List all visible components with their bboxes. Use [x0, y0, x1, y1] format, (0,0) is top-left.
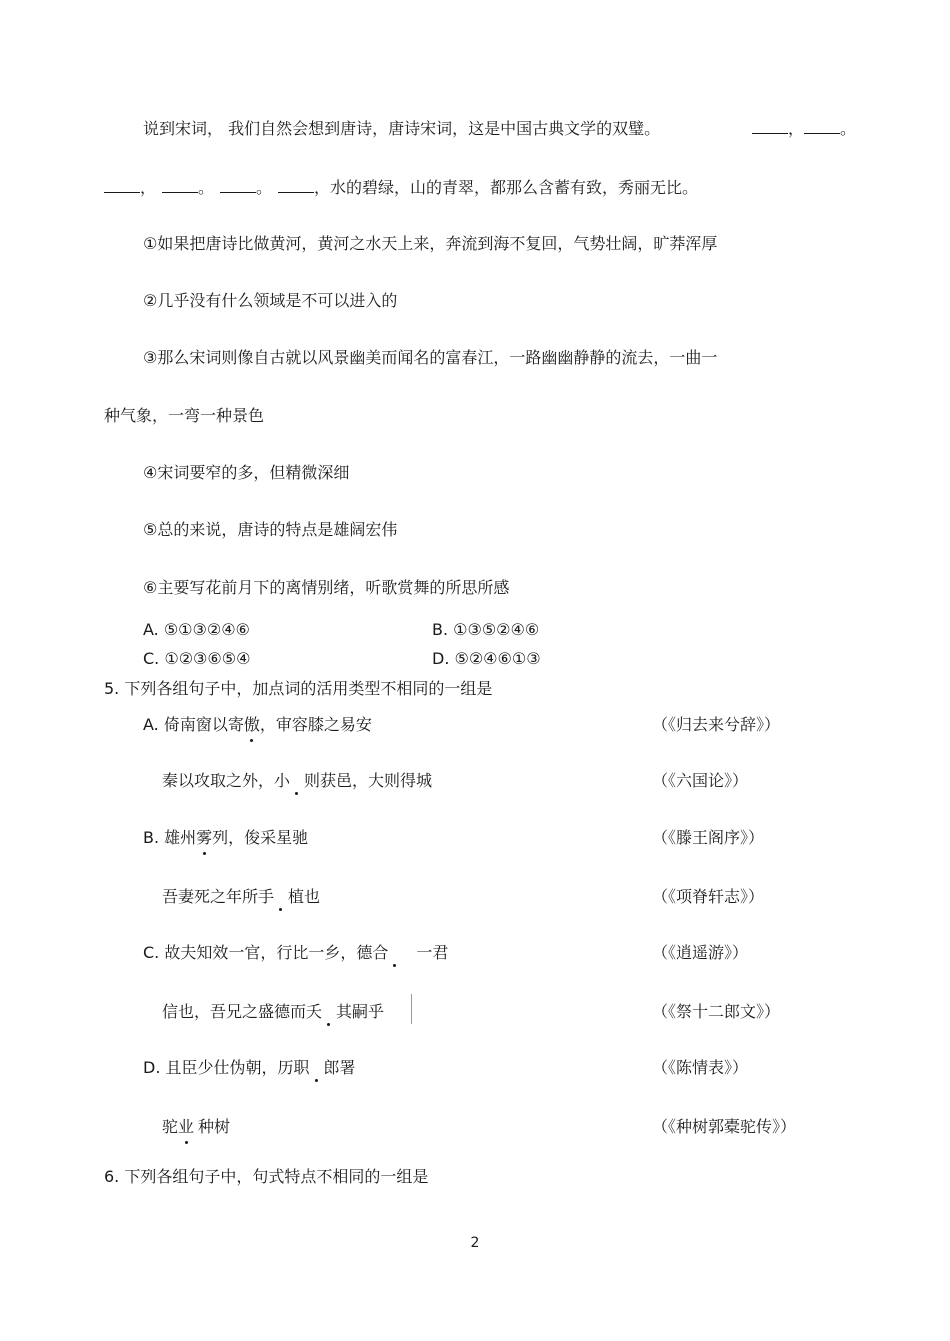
answer-blank	[804, 119, 840, 134]
q4-option-b: B. ①③⑤②④⑥	[432, 620, 540, 639]
intro-text: 说到宋词， 我们自然会想到唐诗，唐诗宋词，这是中国古典文学的双璧。	[143, 119, 661, 138]
sentence-2: ②几乎没有什么领域是不可以进入的	[143, 291, 398, 310]
q5-option-d-line-1: D. 且臣少仕伪朝，历职 郎署	[143, 1058, 356, 1077]
page-number: 2	[470, 1235, 480, 1251]
source-citation: （《祭十二郎文》）	[652, 1002, 781, 1021]
sentence-4: ④宋词要窄的多，但精微深细	[143, 463, 350, 482]
source-citation: （《逍遥游》）	[652, 943, 749, 962]
q5-option-b-line-2: 吾妻死之年所手 植也	[162, 887, 321, 906]
sentence-6: ⑥主要写花前月下的离情别绪，听歌赏舞的所思所感	[143, 578, 510, 597]
intro-line-1	[143, 119, 660, 139]
answer-blank	[278, 178, 314, 193]
q5-option-c-line-2: 信也，吾兄之盛德而夭 其嗣乎	[162, 1002, 385, 1021]
dotted-word: 业	[178, 1117, 195, 1136]
q4-option-c: C. ①②③⑥⑤④	[143, 649, 251, 668]
q4-option-a: A. ⑤①③②④⑥	[143, 620, 250, 639]
source-citation: （《六国论》）	[652, 771, 749, 790]
emphasis-dot	[290, 771, 304, 791]
answer-blank	[220, 178, 256, 193]
source-citation: （《项脊轩志》）	[652, 887, 765, 906]
sentence-3: ③那么宋词则像自古就以风景幽美而闻名的富春江，一路幽幽静静的流去，一曲一	[143, 348, 718, 367]
source-citation: （《滕王阁序》）	[652, 828, 765, 847]
answer-blank	[104, 178, 140, 193]
q5-option-d-line-2: 驼业 种树	[162, 1117, 231, 1136]
emphasis-dot	[274, 887, 288, 907]
emphasis-dot	[388, 943, 416, 963]
q5-option-a-line-2: 秦以攻取之外，小 则获邑，大则得城	[162, 771, 433, 790]
q5-option-b-line-1: B. 雄州雾列，俊采星驰	[143, 828, 309, 847]
sentence-1: ①如果把唐诗比做黄河，黄河之水天上来，奔流到海不复回，气势壮阔，旷莽浑厚	[143, 234, 718, 253]
source-citation: （《归去来兮辞》）	[652, 715, 781, 734]
source-citation: （《种树郭橐驼传》）	[652, 1117, 797, 1136]
q5-option-a-line-1: A. 倚南窗以寄傲，审容膝之易安	[143, 715, 372, 734]
answer-blank	[752, 119, 788, 134]
answer-blank	[162, 178, 198, 193]
dotted-word: 傲	[243, 715, 260, 734]
emphasis-dot	[322, 1002, 336, 1022]
sentence-5: ⑤总的来说，唐诗的特点是雄阔宏伟	[143, 520, 398, 539]
q5-stem: 5. 下列各组句子中，加点词的活用类型不相同的一组是	[104, 679, 493, 698]
sentence-3-continued: 种气象，一弯一种景色	[104, 406, 265, 425]
intro-text: ，水的碧绿，山的青翠，都那么含蓄有致，秀丽无比。	[314, 178, 699, 197]
dotted-word: 雾	[196, 828, 213, 847]
vertical-rule	[411, 994, 412, 1024]
intro-blanks-1: ， 。	[752, 119, 856, 139]
q6-stem: 6. 下列各组句子中，句式特点不相同的一组是	[104, 1167, 429, 1186]
source-citation: （《陈情表》）	[652, 1058, 749, 1077]
q4-option-d: D. ⑤②④⑥①③	[432, 649, 541, 668]
emphasis-dot	[310, 1058, 324, 1078]
q5-option-c-line-1: C. 故夫知效一官，行比一乡，德合 一君	[143, 943, 449, 962]
intro-line-2: ， 。 。 ，水的碧绿，山的青翠，都那么含蓄有致，秀丽无比。	[104, 178, 698, 198]
